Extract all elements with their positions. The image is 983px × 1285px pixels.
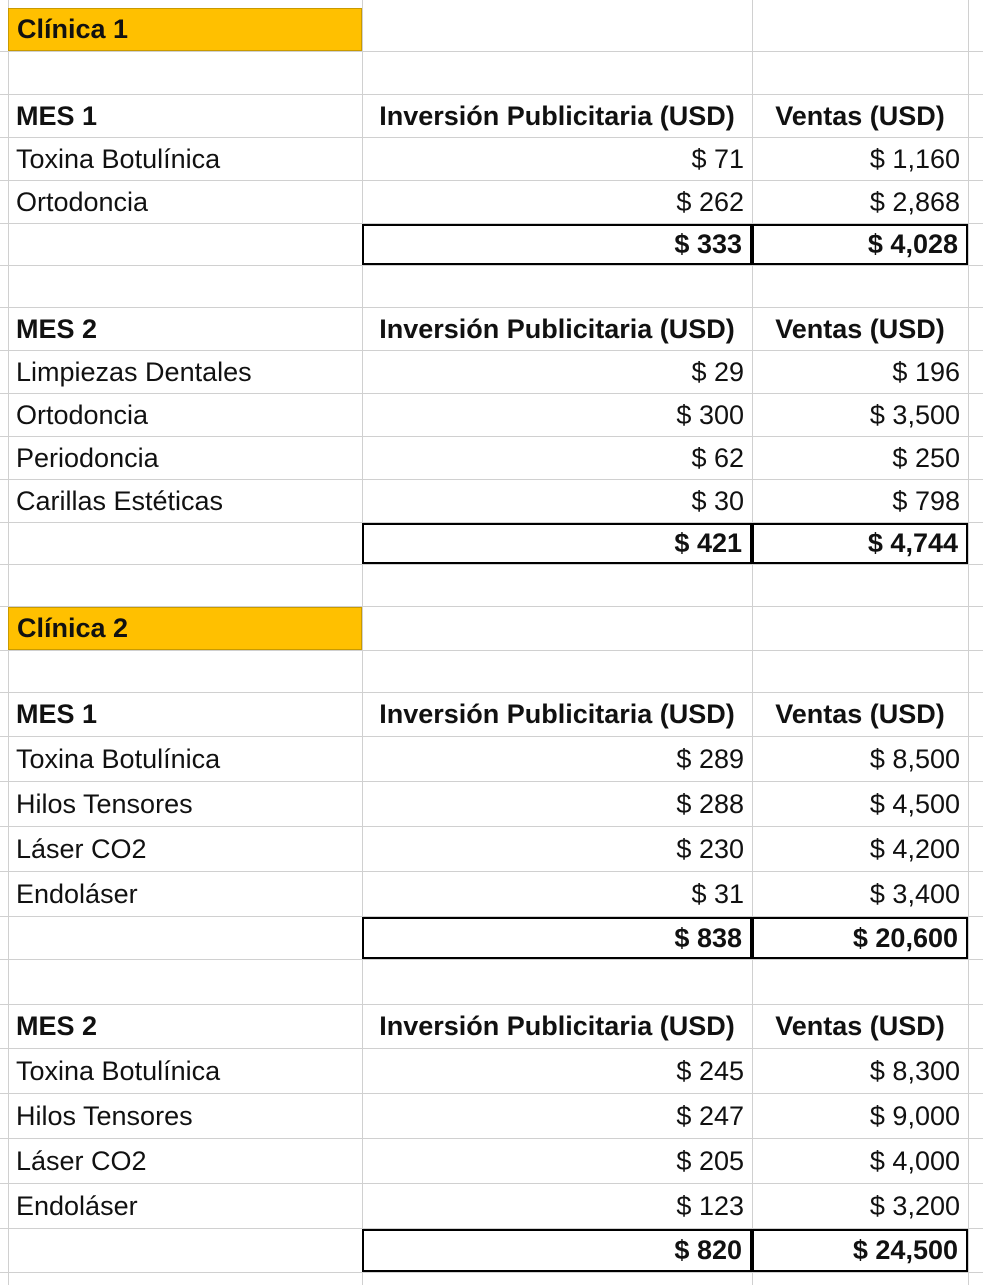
- service-cell[interactable]: Periodoncia: [16, 442, 159, 473]
- service-cell[interactable]: Endoláser: [16, 1190, 138, 1221]
- sales-total-cell[interactable]: $ 4,744: [752, 523, 968, 564]
- sheet-row: [0, 52, 983, 95]
- service-cell[interactable]: Hilos Tensores: [16, 1100, 193, 1131]
- month-label[interactable]: MES 2: [16, 313, 98, 344]
- clinic-title-cell[interactable]: Clínica 1: [8, 8, 362, 51]
- investment-header[interactable]: Inversión Publicitaria (USD): [379, 100, 735, 131]
- total-row: [0, 224, 983, 266]
- investment-cell[interactable]: $ 31: [691, 878, 744, 909]
- investment-total-cell[interactable]: $ 820: [362, 1229, 752, 1272]
- investment-cell[interactable]: $ 30: [691, 485, 744, 516]
- service-cell[interactable]: Láser CO2: [16, 1145, 147, 1176]
- service-cell[interactable]: Ortodoncia: [16, 399, 149, 430]
- table-header-row: [0, 1005, 983, 1049]
- sales-header[interactable]: Ventas (USD): [775, 699, 945, 729]
- total-row: [0, 917, 983, 960]
- investment-header[interactable]: Inversión Publicitaria (USD): [379, 313, 735, 344]
- service-cell[interactable]: Toxina Botulínica: [16, 143, 221, 174]
- service-cell[interactable]: Limpiezas Dentales: [16, 356, 252, 387]
- investment-cell[interactable]: $ 247: [676, 1100, 744, 1131]
- sales-cell[interactable]: $ 9,000: [869, 1100, 960, 1131]
- sales-header[interactable]: Ventas (USD): [775, 313, 945, 344]
- month-label[interactable]: MES 1: [16, 699, 98, 729]
- sales-cell[interactable]: $ 2,868: [869, 186, 960, 217]
- sheet-row: [0, 8, 983, 52]
- sales-header[interactable]: Ventas (USD): [775, 100, 945, 131]
- sales-cell[interactable]: $ 250: [892, 442, 960, 473]
- investment-total-cell[interactable]: $ 838: [362, 917, 752, 959]
- investment-cell[interactable]: $ 123: [676, 1190, 744, 1221]
- service-cell[interactable]: Hilos Tensores: [16, 788, 193, 819]
- total-row: [0, 523, 983, 565]
- investment-total-cell[interactable]: $ 421: [362, 523, 752, 564]
- investment-header[interactable]: Inversión Publicitaria (USD): [379, 1011, 735, 1041]
- total-row: [0, 1229, 983, 1273]
- sales-cell[interactable]: $ 3,400: [869, 878, 960, 909]
- clinic-title-cell[interactable]: Clínica 2: [8, 607, 362, 650]
- table-row: [0, 181, 983, 224]
- service-cell[interactable]: Toxina Botulínica: [16, 1055, 221, 1086]
- sales-cell[interactable]: $ 4,500: [869, 788, 960, 819]
- month-label[interactable]: MES 1: [16, 100, 98, 131]
- table-row: [0, 1139, 983, 1184]
- sales-total-cell[interactable]: $ 20,600: [752, 917, 968, 959]
- sales-total-cell[interactable]: $ 4,028: [752, 224, 968, 265]
- sales-cell[interactable]: $ 4,200: [869, 833, 960, 864]
- table-row: [0, 394, 983, 437]
- table-header-row: [0, 693, 983, 737]
- table-row: [0, 1184, 983, 1229]
- sales-cell[interactable]: $ 1,160: [869, 143, 960, 174]
- table-row: [0, 351, 983, 394]
- table-header-row: [0, 95, 983, 138]
- investment-cell[interactable]: $ 71: [691, 143, 744, 174]
- investment-cell[interactable]: $ 245: [676, 1055, 744, 1086]
- table-row: [0, 138, 983, 181]
- service-cell[interactable]: Láser CO2: [16, 833, 147, 864]
- table-header-row: [0, 308, 983, 351]
- table-row: [0, 872, 983, 917]
- investment-cell[interactable]: $ 62: [691, 442, 744, 473]
- table-row: [0, 1049, 983, 1094]
- sheet-row: [0, 607, 983, 651]
- investment-total-cell[interactable]: $ 333: [362, 224, 752, 265]
- table-row: [0, 437, 983, 480]
- sheet-row: [0, 266, 983, 308]
- investment-cell[interactable]: $ 288: [676, 788, 744, 819]
- sales-header[interactable]: Ventas (USD): [775, 1011, 945, 1041]
- investment-cell[interactable]: $ 230: [676, 833, 744, 864]
- sales-cell[interactable]: $ 4,000: [869, 1145, 960, 1176]
- month-label[interactable]: MES 2: [16, 1011, 98, 1041]
- investment-header[interactable]: Inversión Publicitaria (USD): [379, 699, 735, 729]
- table-row: [0, 737, 983, 782]
- sales-cell[interactable]: $ 798: [892, 485, 960, 516]
- sheet-row: [0, 565, 983, 607]
- sales-cell[interactable]: $ 8,500: [869, 743, 960, 774]
- investment-cell[interactable]: $ 289: [676, 743, 744, 774]
- investment-cell[interactable]: $ 262: [676, 186, 744, 217]
- sales-total-cell[interactable]: $ 24,500: [752, 1229, 968, 1272]
- sales-cell[interactable]: $ 3,200: [869, 1190, 960, 1221]
- service-cell[interactable]: Endoláser: [16, 878, 138, 909]
- service-cell[interactable]: Ortodoncia: [16, 186, 149, 217]
- table-row: [0, 827, 983, 872]
- investment-cell[interactable]: $ 29: [691, 356, 744, 387]
- sheet-row: [0, 960, 983, 1005]
- sales-cell[interactable]: $ 3,500: [869, 399, 960, 430]
- sales-cell[interactable]: $ 196: [892, 356, 960, 387]
- service-cell[interactable]: Toxina Botulínica: [16, 743, 221, 774]
- service-cell[interactable]: Carillas Estéticas: [16, 485, 224, 516]
- sheet-row: [0, 651, 983, 693]
- table-row: [0, 1094, 983, 1139]
- investment-cell[interactable]: $ 300: [676, 399, 744, 430]
- table-row: [0, 480, 983, 523]
- investment-cell[interactable]: $ 205: [676, 1145, 744, 1176]
- table-row: [0, 782, 983, 827]
- sales-cell[interactable]: $ 8,300: [869, 1055, 960, 1086]
